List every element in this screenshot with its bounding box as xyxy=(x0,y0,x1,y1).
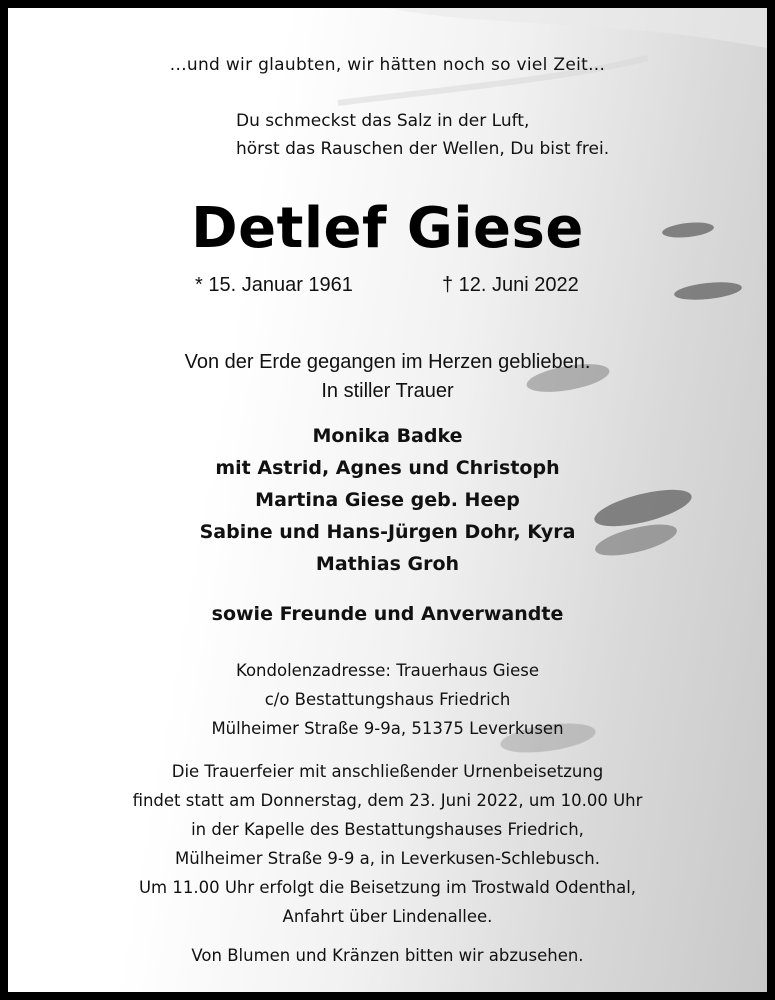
address-line: Mülheimer Straße 9-9a, 51375 Leverkusen xyxy=(211,719,564,738)
ceremony-line: findet statt am Donnerstag, dem 23. Juni 2022, um 10.00 Uhr xyxy=(132,791,643,810)
birth-date: * 15. Januar 1961 xyxy=(195,274,353,296)
ceremony-line: in der Kapelle des Bestattungshauses Friedrich, xyxy=(191,820,584,839)
mourners-list xyxy=(8,420,767,580)
deceased-name: Detlef Giese xyxy=(191,196,584,261)
ceremony-details xyxy=(8,757,767,931)
intro-line: ...und wir glaubten, wir hätten noch so viel Zeit... xyxy=(169,55,606,75)
mourner-name: Sabine und Hans-Jürgen Dohr, Kyra xyxy=(199,521,576,543)
address-line: Kondolenzadresse: Trauerhaus Giese xyxy=(235,661,540,680)
mourner-name: Mathias Groh xyxy=(315,553,460,575)
mourner-name: Martina Giese geb. Heep xyxy=(255,489,520,511)
friends-line: sowie Freunde und Anverwandte xyxy=(211,603,564,625)
motto-line: Von der Erde gegangen im Herzen geblieben. xyxy=(184,351,591,373)
ceremony-line: Anfahrt über Lindenallee. xyxy=(282,907,493,926)
motto-line: In stiller Trauer xyxy=(321,380,454,402)
ceremony-line: Mülheimer Straße 9-9 a, in Leverkusen-Schlebusch. xyxy=(175,849,600,868)
ceremony-line: Die Trauerfeier mit anschließender Urnenbeisetzung xyxy=(171,762,604,781)
motto xyxy=(8,348,767,406)
mourner-name: Monika Badke xyxy=(312,425,463,447)
address-line: c/o Bestattungshaus Friedrich xyxy=(264,690,511,709)
condolence-address xyxy=(8,656,767,743)
mourner-name: mit Astrid, Agnes und Christoph xyxy=(215,457,560,479)
death-date: † 12. Juni 2022 xyxy=(442,274,579,296)
verse-line: Du schmeckst das Salz in der Luft, xyxy=(236,111,530,131)
closing-note: Von Blumen und Kränzen bitten wir abzusehen. xyxy=(191,946,584,965)
verse-line: hörst das Rauschen der Wellen, Du bist frei. xyxy=(236,139,610,159)
verse xyxy=(236,107,609,163)
ceremony-line: Um 11.00 Uhr erfolgt die Beisetzung im Trostwald Odenthal, xyxy=(138,878,637,897)
